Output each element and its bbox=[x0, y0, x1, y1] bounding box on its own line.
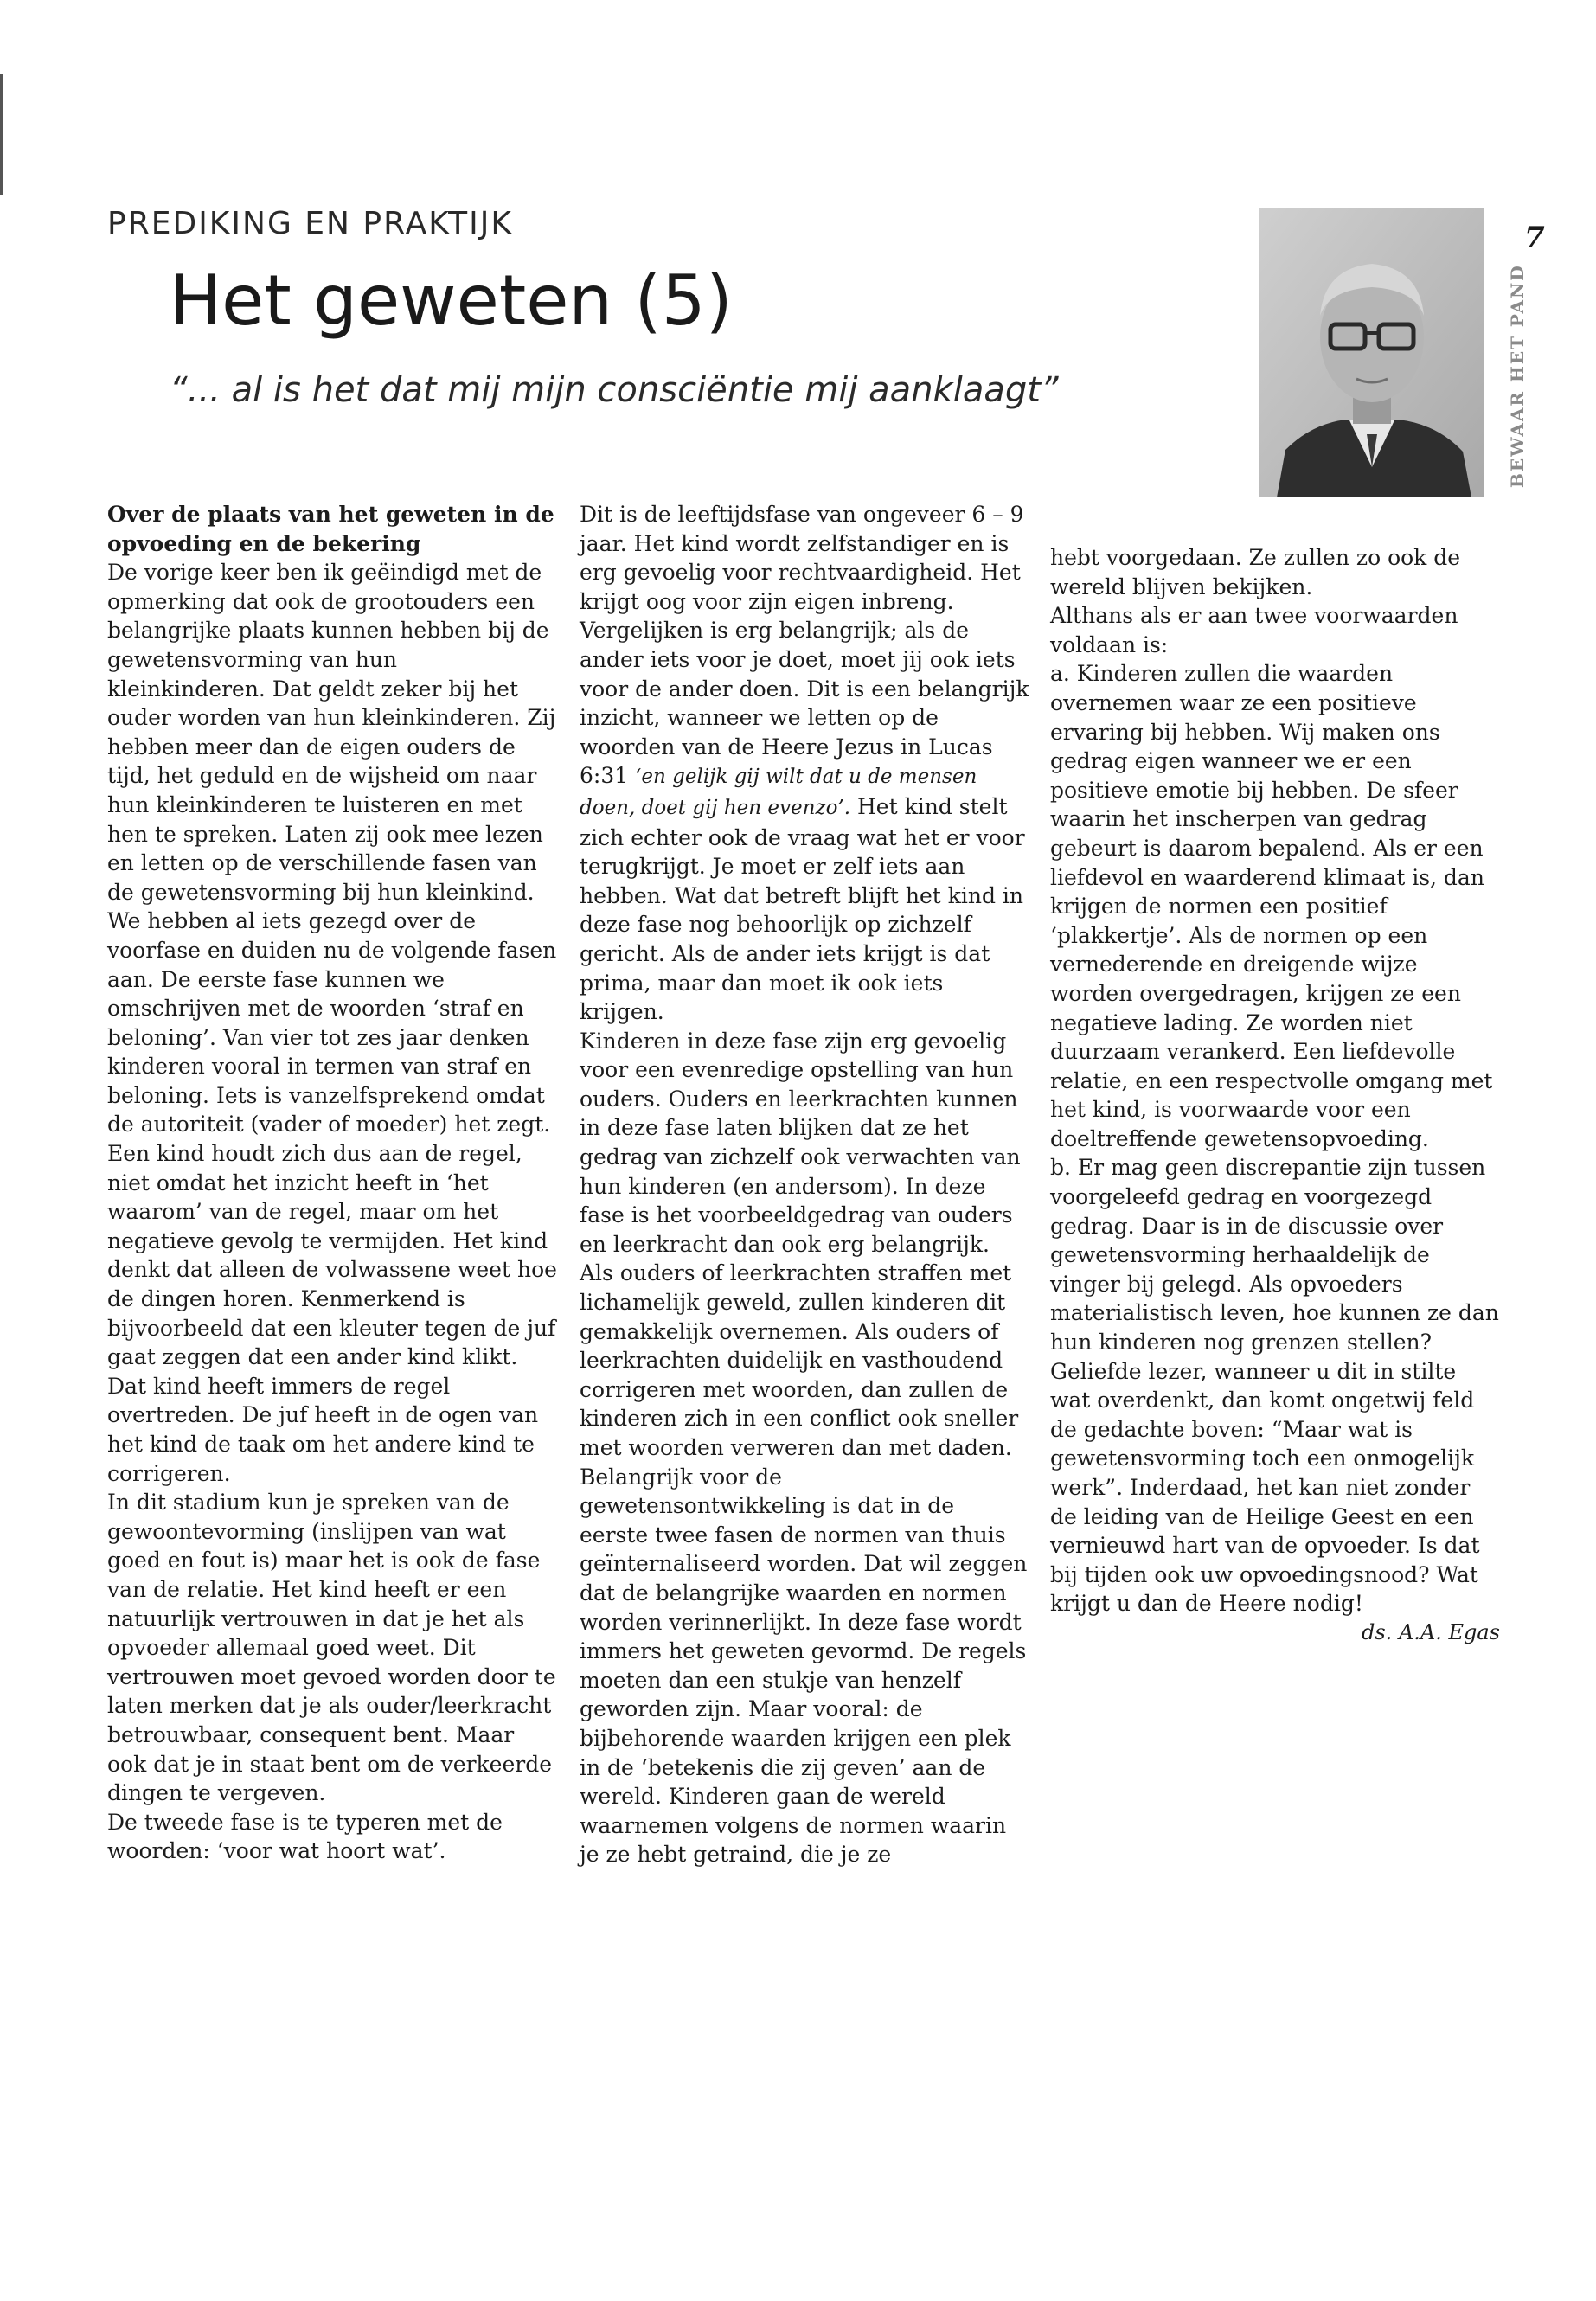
paragraph bbox=[580, 500, 1029, 1027]
running-head: BEWAAR HET PAND bbox=[1507, 264, 1528, 488]
author-portrait-image bbox=[1259, 208, 1484, 497]
bible-quote: ‘en gelijk gij wilt dat u de mensen doen, doet gij hen evenzo’. bbox=[580, 766, 977, 819]
page-number: 7 bbox=[1524, 221, 1545, 255]
paragraph: In dit stadium kun je spreken van de gewoontevorming (inslijpen van wat goed en fout is) maar het is ook de fase van de relatie. Het kind heeft er een natuurlijk vertrouwen in dat je het als opvoeder allemaal goed weet. Dit vertrouwen moet gevoed worden door te laten merken dat je als ouder/leerkracht betrouwbaar, consequent bent. Maar ook dat je in staat bent om de verkeerde dingen te vergeven. bbox=[107, 1490, 556, 1806]
paragraph: De vorige keer ben ik geëindigd met de opmerking dat ook de grootouders een belangrijke plaats kunnen hebben bij de gewetensvorming van hun kleinkinderen. Dat geldt zeker bij het ouder worden van hun kleinkinderen. Zij hebben meer dan de eigen ouders de tijd, het geduld en de wijsheid om naar hun kleinkinderen te luisteren en met hen te spreken. Laten zij ook mee lezen en letten op de verschillende fasen van de gewetensvorming bij hun kleinkind. We hebben al iets gezegd over de voorfase en duiden nu de volgende fasen aan. De eerste fase kunnen we omschrijven met de woorden ‘straf en beloning’. Van vier tot zes jaar denken kinderen vooral in termen van straf en beloning. Iets is vanzelfsprekend omdat de autoriteit (vader of moeder) het zegt. Een kind houdt zich dus aan de regel, niet omdat het inzicht heeft in ‘het waarom’ van de regel, maar om het negatieve gevolg te vermijden. Het kind denkt dat alleen de volwassene weet hoe de dingen horen. Kenmerkend is bijvoorbeeld dat een kleuter tegen de juf gaat zeggen dat een ander kind klikt. Dat kind heeft immers de regel overtreden. De juf heeft in de ogen van het kind de taak om het andere kind te corrigeren. bbox=[107, 560, 557, 1486]
author-signature: ds. A.A. Egas bbox=[1362, 1619, 1500, 1644]
paragraph: a. Kinderen zullen die waarden overnemen waar ze een positieve ervaring bij hebben. Wij maken ons gedrag eigen wanneer we er een positieve emotie bij hebben. De sfeer waarin het inscherpen van gedrag gebeurt is daarom bepalend. Als er een liefdevol en waarderend klimaat is, dan krijgen de normen een positief ‘plakkertje’. Als de normen op een vernederende en dreigende wijze worden overgedragen, krijgen ze een negatieve lading. Ze worden niet duurzaam verankerd. Een liefdevolle relatie, en een respectvolle omgang met het kind, is voorwaarde voor een doeltreffende gewetensopvoeding. bbox=[1050, 661, 1493, 1151]
paragraph-text: Het kind stelt zich echter ook de vraag wat het er voor terugkrijgt. Je moet er zelf iets aan hebben. Wat dat betreft blijft het kind in deze fase nog behoorlijk op zichzelf gericht. Als de ander iets krijgt is dat prima, maar dan moet ik ook iets krijgen. bbox=[580, 793, 1025, 1025]
paragraph: Kinderen in deze fase zijn erg gevoelig voor een evenredige opstelling van hun ouders. Ouders en leerkrachten kunnen in deze fase laten blijken dat ze het gedrag van zichzelf ook verwachten van hun kinderen (en andersom). In deze fase is het voorbeeldgedrag van ouders en leerkracht dan ook erg belangrijk. Als ouders of leerkrachten straffen met lichamelijk geweld, zullen kinderen dit gemakkelijk overnemen. Als ouders of leerkrachten duidelijk en vasthoudend corrigeren met woorden, dan zullen de kinderen zich in een conflict ook sneller met woorden verweren dan met daden. bbox=[580, 1028, 1021, 1460]
paragraph: Belangrijk voor de gewetensontwikkeling is dat in de eerste twee fasen de normen van thuis geïnternaliseerd worden. Dat wil zeggen dat de belangrijke waarden en normen worden verinnerlijkt. In deze fase wordt immers het geweten gevormd. De regels moeten dan een stukje van henzelf geworden zijn. Maar vooral: de bijbehorende waarden krijgen een plek in de ‘betekenis die zij geven’ aan de wereld. Kinderen gaan de wereld waarnemen volgens de normen waarin je ze hebt getraind, die je ze bbox=[580, 1464, 1028, 1868]
paragraph: b. Er mag geen discrepantie zijn tussen voorgeleefd gedrag en voorgezegd gedrag. Daar is in de discussie over gewetensvorming herhaaldelijk de vinger bij gelegd. Als opvoeders materialistisch leven, hoe kunnen ze dan hun kinderen nog grenzen stellen? Geliefde lezer, wanneer u dit in stilte wat overdenkt, dan komt ongetwij feld de gedachte boven: “Maar wat is gewetensvorming toch een onmogelijk werk”. Inderdaad, het kan niet zonder de leiding van de Heilige Geest en een vernieuwd hart van de opvoeder. Is dat bij tijden ook uw opvoedingsnood? Wat krijgt u dan de Heere nodig! bbox=[1050, 1155, 1499, 1617]
article-column-1 bbox=[107, 500, 557, 1866]
page-edge-mark bbox=[0, 74, 3, 195]
author-photo bbox=[1259, 208, 1484, 497]
paragraph: De tweede fase is te typeren met de woorden: ‘voor wat hoort wat’. bbox=[107, 1809, 503, 1864]
article-title: Het geweten (5) bbox=[170, 260, 733, 341]
section-label: PREDIKING EN PRAKTIJK bbox=[107, 206, 513, 241]
article-subtitle: “... al is het dat mij mijn consciëntie mij aanklaagt” bbox=[170, 370, 1059, 410]
article-column-3 bbox=[1050, 543, 1500, 1648]
article-column-2 bbox=[580, 500, 1029, 1869]
paragraph-text: Dit is de leeftijdsfase van ongeveer 6 – 9 jaar. Het kind wordt zelfstandiger en is erg gevoelig voor rechtvaardigheid. Het krijgt oog voor zijn eigen inbreng. Vergelijken is erg belangrijk; als de ander iets voor je doet, moet jij ook iets voor de ander doen. Dit is een belangrijk inzicht, wanneer we letten op de woorden van de Heere Jezus in Lucas 6:31 bbox=[580, 502, 1029, 789]
lead-heading: Over de plaats van het geweten in de opvoeding en de bekering bbox=[107, 502, 554, 556]
paragraph: Althans als er aan twee voorwaarden voldaan is: bbox=[1050, 603, 1458, 657]
paragraph: hebt voorgedaan. Ze zullen zo ook de wereld blijven bekijken. bbox=[1050, 545, 1461, 599]
